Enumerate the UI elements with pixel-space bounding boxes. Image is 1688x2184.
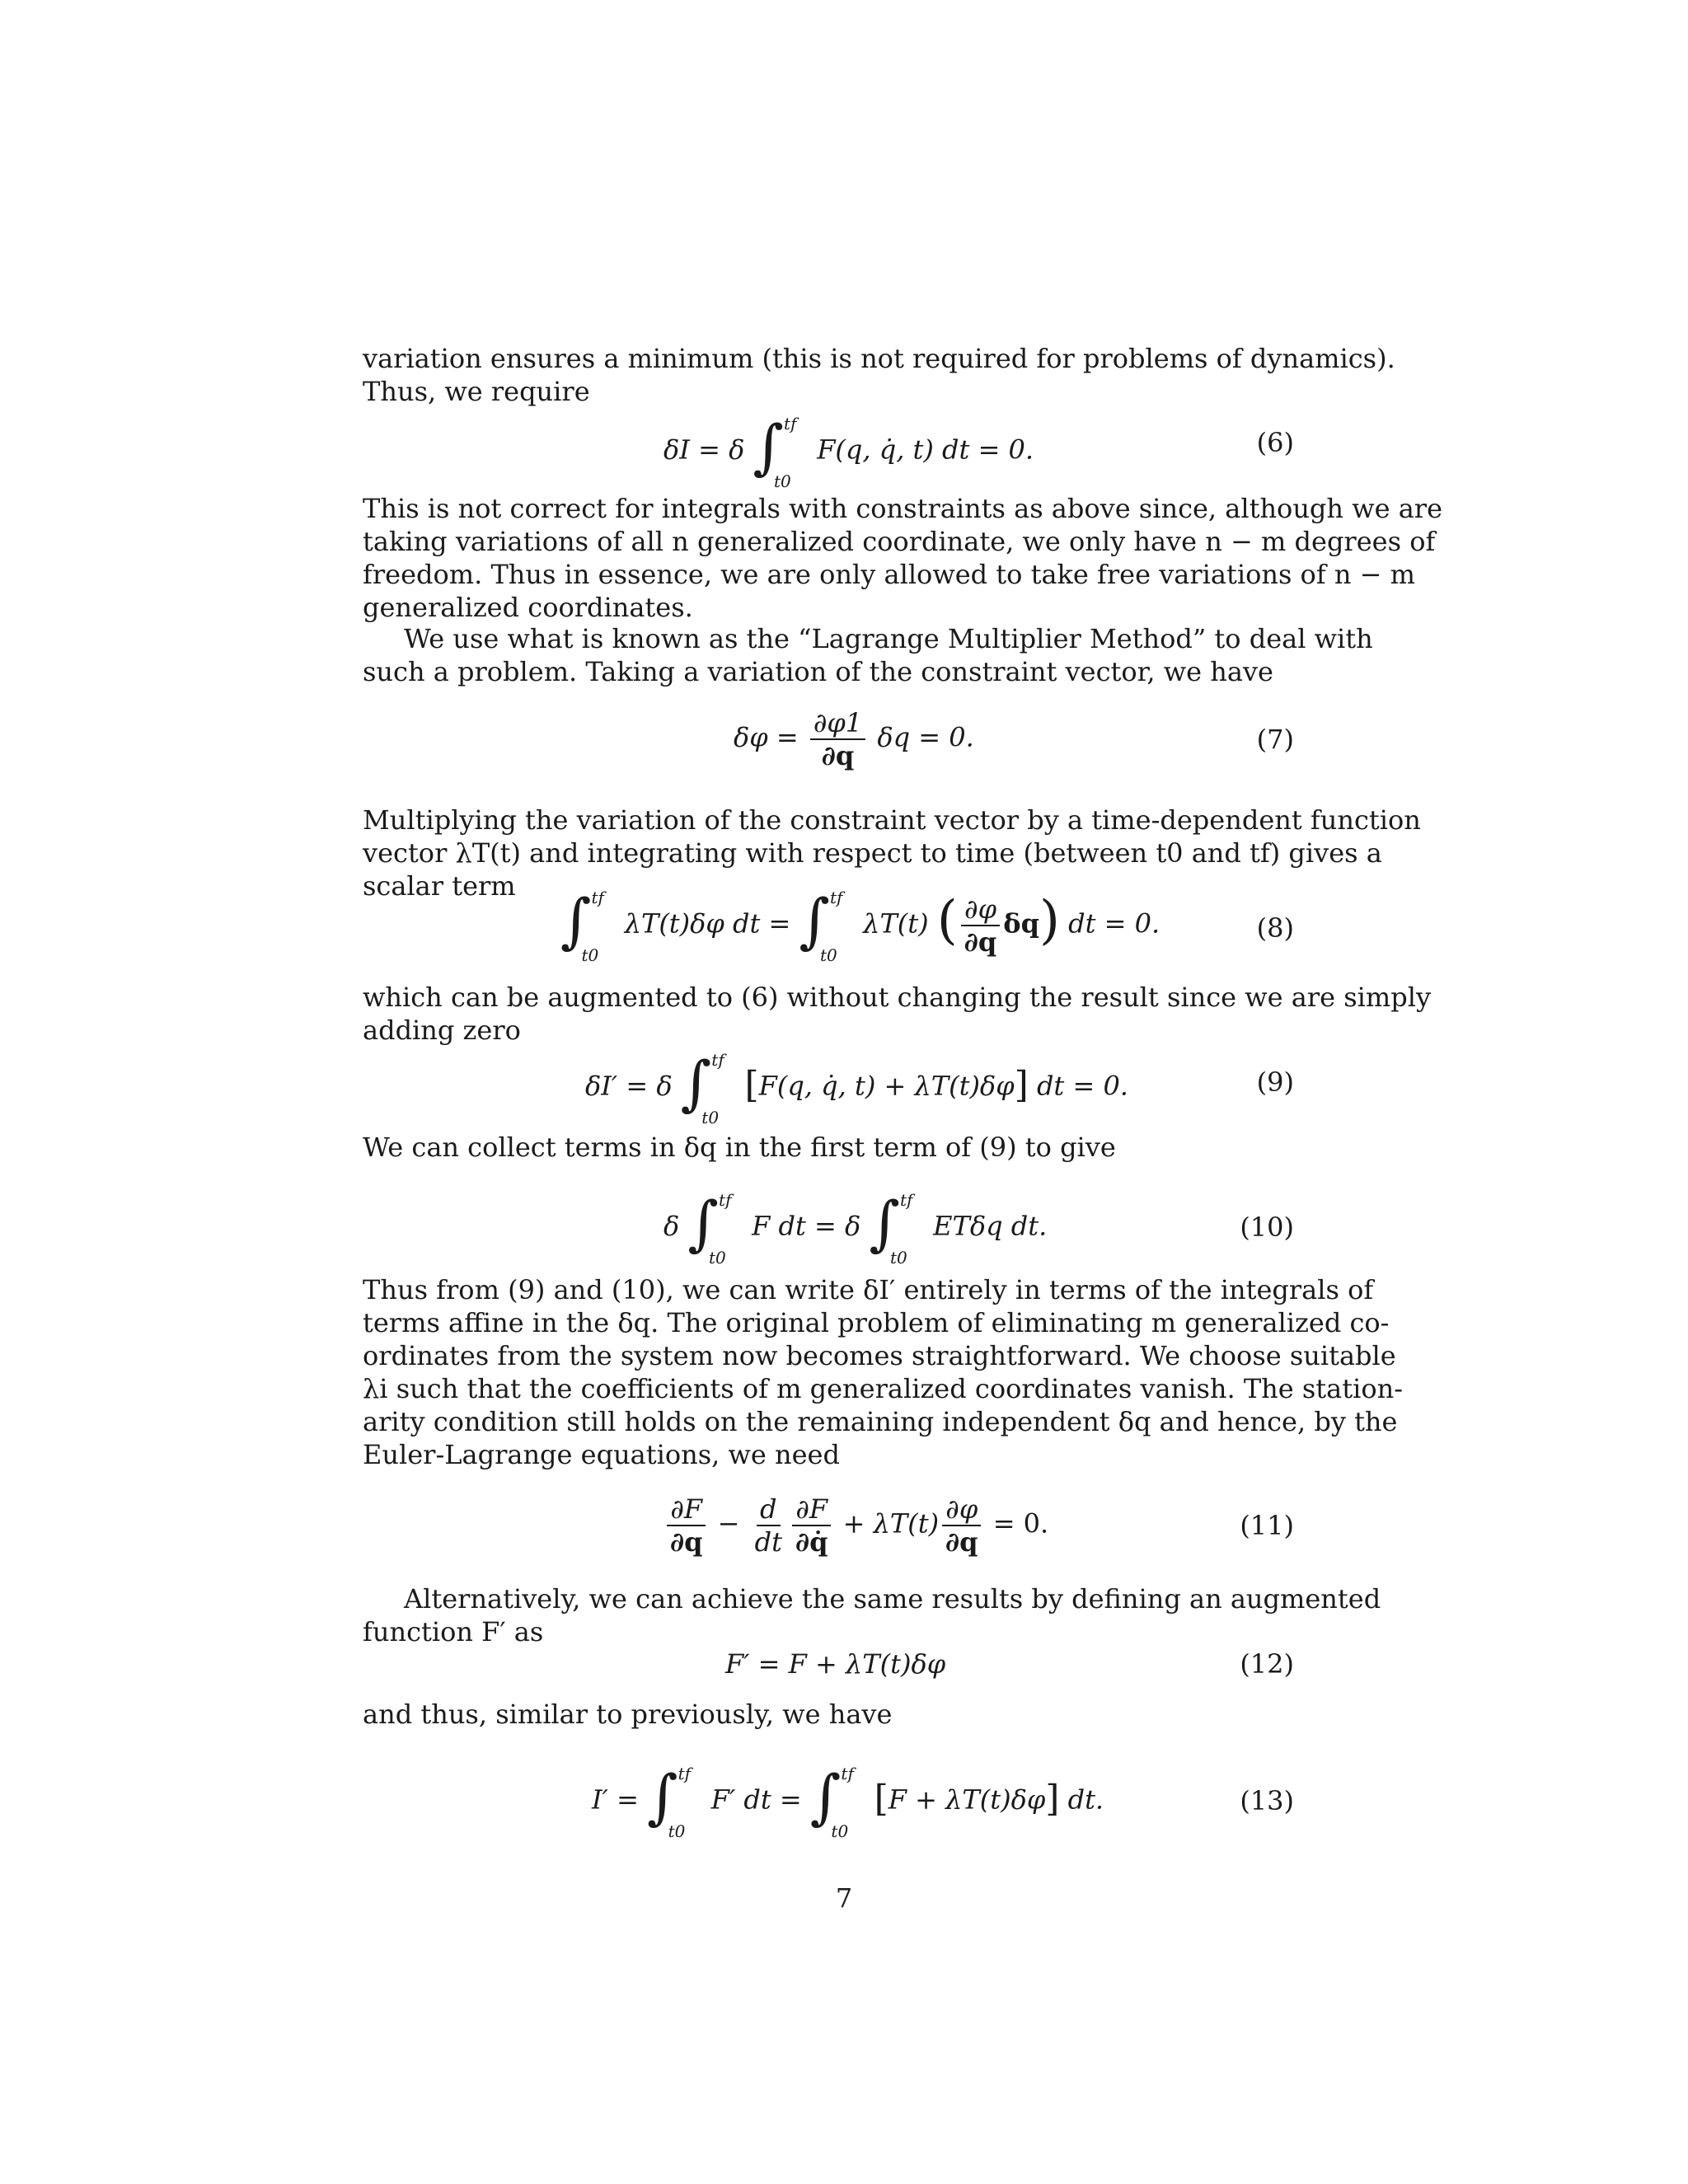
equation-number: (7) xyxy=(1256,724,1294,755)
eq-integrand: F(q, q̇, t) + λT(t)δφ xyxy=(758,1070,1015,1102)
eq-text: F′ = F + λT(t)δφ xyxy=(725,1648,946,1680)
integral-limits: tf t0 xyxy=(889,1190,913,1268)
paragraph-7 xyxy=(363,1273,1404,1471)
integral-sign: ∫ xyxy=(809,1762,842,1831)
eq-integrand: λT(t)δφ dt = xyxy=(624,907,791,940)
text-line: Thus, we require xyxy=(363,376,590,407)
eq-lhs: I′ = xyxy=(592,1783,639,1816)
fraction: $\frac{\partial\varphi 1}{\partial q}$ xyxy=(810,707,865,771)
integral-sign: ∫ xyxy=(680,1048,712,1118)
equation-number: (13) xyxy=(1240,1785,1294,1816)
text-line: such a problem. Taking a variation of the constraint vector, we have xyxy=(363,656,1273,687)
left-bracket: [ xyxy=(744,1063,759,1106)
text-line: We can collect terms in δq in the first term of (9) to give xyxy=(363,1132,1116,1163)
integral-limits: tf t0 xyxy=(831,1764,854,1841)
eq-rhs: dt = 0. xyxy=(1036,1070,1128,1102)
paragraph-9 xyxy=(363,1698,1294,1731)
eq-operator: − xyxy=(717,1507,740,1540)
fraction: $\frac{\partial\varphi}{\partial q}$ xyxy=(942,1493,981,1558)
eq-rhs: δq = 0. xyxy=(877,721,974,753)
text-line: adding zero xyxy=(363,1015,521,1046)
page-number: 7 xyxy=(835,1882,853,1914)
text-line: Thus from (9) and (10), we can write δI′ entirely in terms of the integrals of xyxy=(363,1274,1374,1305)
paragraph-5 xyxy=(363,981,1432,1047)
paragraph-2 xyxy=(363,492,1442,624)
text-line: Euler-Lagrange equations, we need xyxy=(363,1439,840,1470)
integral-limits: tf t0 xyxy=(701,1050,724,1127)
eq-lhs: δφ = xyxy=(734,721,799,753)
eq-rhs: = 0. xyxy=(992,1507,1049,1540)
integral-limits: tf t0 xyxy=(668,1764,692,1841)
text-line: terms affine in the δq. The original problem of eliminating m generalized co- xyxy=(363,1307,1390,1338)
text-line: arity condition still holds on the remaining independent δq and hence, by the xyxy=(363,1406,1398,1437)
text-line: variation ensures a minimum (this is not required for problems of dynamics). xyxy=(363,343,1395,374)
equation-number: (10) xyxy=(1240,1212,1294,1243)
eq-mid: F′ dt = xyxy=(710,1783,802,1816)
equation-7 xyxy=(363,707,1294,790)
eq-operator: + λT(t) xyxy=(842,1507,940,1540)
text-line: λi such that the coefficients of m generalized coordinates vanish. The station- xyxy=(363,1373,1404,1404)
integral-limits: tf t0 xyxy=(820,888,843,965)
equation-10 xyxy=(363,1180,1294,1271)
text-line: function F′ as xyxy=(363,1616,544,1647)
text-line: We use what is known as the “Lagrange Multiplier Method” to deal with xyxy=(404,623,1373,654)
eq-inner: δq xyxy=(1003,907,1039,940)
text-line: freedom. Thus in essence, we are only allowed to take free variations of n − m xyxy=(363,559,1415,590)
fraction: $\frac{\partial F}{\partial q̇}$ xyxy=(792,1493,831,1558)
paragraph-3 xyxy=(363,622,1373,688)
eq-lhs: δI = δ xyxy=(663,434,745,466)
equation-number: (12) xyxy=(1240,1648,1294,1680)
fraction: $\frac{\partial F}{\partial q}$ xyxy=(667,1493,706,1558)
text-line: Multiplying the variation of the constraint vector by a time-dependent function xyxy=(363,804,1421,836)
eq-rhs: ETδq dt. xyxy=(933,1210,1048,1242)
equation-8 xyxy=(363,886,1294,977)
integral-sign: ∫ xyxy=(560,886,592,955)
right-bracket: ] xyxy=(1045,1777,1060,1820)
equation-11 xyxy=(363,1493,1294,1576)
equation-number: (11) xyxy=(1240,1510,1294,1541)
equation-9 xyxy=(363,1040,1294,1127)
fraction: $\frac{\partial\varphi}{\partial q}$ xyxy=(961,893,1000,958)
left-bracket: [ xyxy=(874,1777,889,1820)
left-paren: ( xyxy=(936,890,958,951)
fraction: $\frac{d}{dt}$ xyxy=(754,1493,782,1558)
eq-lhs: δI′ = δ xyxy=(585,1070,673,1102)
text-line: taking variations of all n generalized coordinate, we only have n − m degrees of xyxy=(363,526,1436,557)
text-line: which can be augmented to (6) without changing the result since we are simply xyxy=(363,982,1432,1013)
equation-number: (9) xyxy=(1256,1066,1294,1098)
eq-rhs: dt = 0. xyxy=(1068,907,1160,940)
right-paren: ) xyxy=(1039,890,1060,951)
equation-13 xyxy=(363,1754,1294,1844)
integral-sign: ∫ xyxy=(647,1762,678,1831)
integral-limits: tf t0 xyxy=(581,888,604,965)
text-line: vector λT(t) and integrating with respect to time (between t0 and tf) gives a xyxy=(363,837,1382,869)
eq-integrand: F(q, q̇, t) dt = 0. xyxy=(817,434,1034,466)
text-line: This is not correct for integrals with constraints as above since, although we are xyxy=(363,493,1442,524)
integral-sign: ∫ xyxy=(687,1188,719,1258)
eq-prefactor: λT(t) xyxy=(863,907,929,940)
eq-lhs: δ xyxy=(663,1210,680,1242)
text-line: Alternatively, we can achieve the same results by defining an augmented xyxy=(404,1583,1381,1615)
text-line: ordinates from the system now becomes straightforward. We choose suitable xyxy=(363,1340,1396,1371)
equation-number: (8) xyxy=(1256,912,1294,944)
integral-limits: tf t0 xyxy=(708,1190,732,1268)
text-line: and thus, similar to previously, we have xyxy=(363,1699,893,1730)
integral-sign: ∫ xyxy=(869,1188,900,1258)
eq-rhs: dt. xyxy=(1067,1783,1104,1816)
equation-12 xyxy=(363,1648,1294,1690)
paragraph-8 xyxy=(363,1582,1381,1648)
text-line: generalized coordinates. xyxy=(363,592,693,623)
equation-6 xyxy=(363,404,1294,491)
equation-number: (6) xyxy=(1256,427,1294,458)
paragraph-1 xyxy=(363,342,1395,408)
integral-limits: tf t0 xyxy=(774,414,797,491)
paragraph-6 xyxy=(363,1131,1294,1164)
eq-integrand: F + λT(t)δφ xyxy=(888,1783,1046,1816)
text-line: scalar term xyxy=(363,870,516,902)
integral-sign: ∫ xyxy=(799,886,830,955)
eq-mid: F dt = δ xyxy=(752,1210,861,1242)
right-bracket: ] xyxy=(1014,1063,1029,1106)
integral-sign: ∫ xyxy=(753,412,785,481)
